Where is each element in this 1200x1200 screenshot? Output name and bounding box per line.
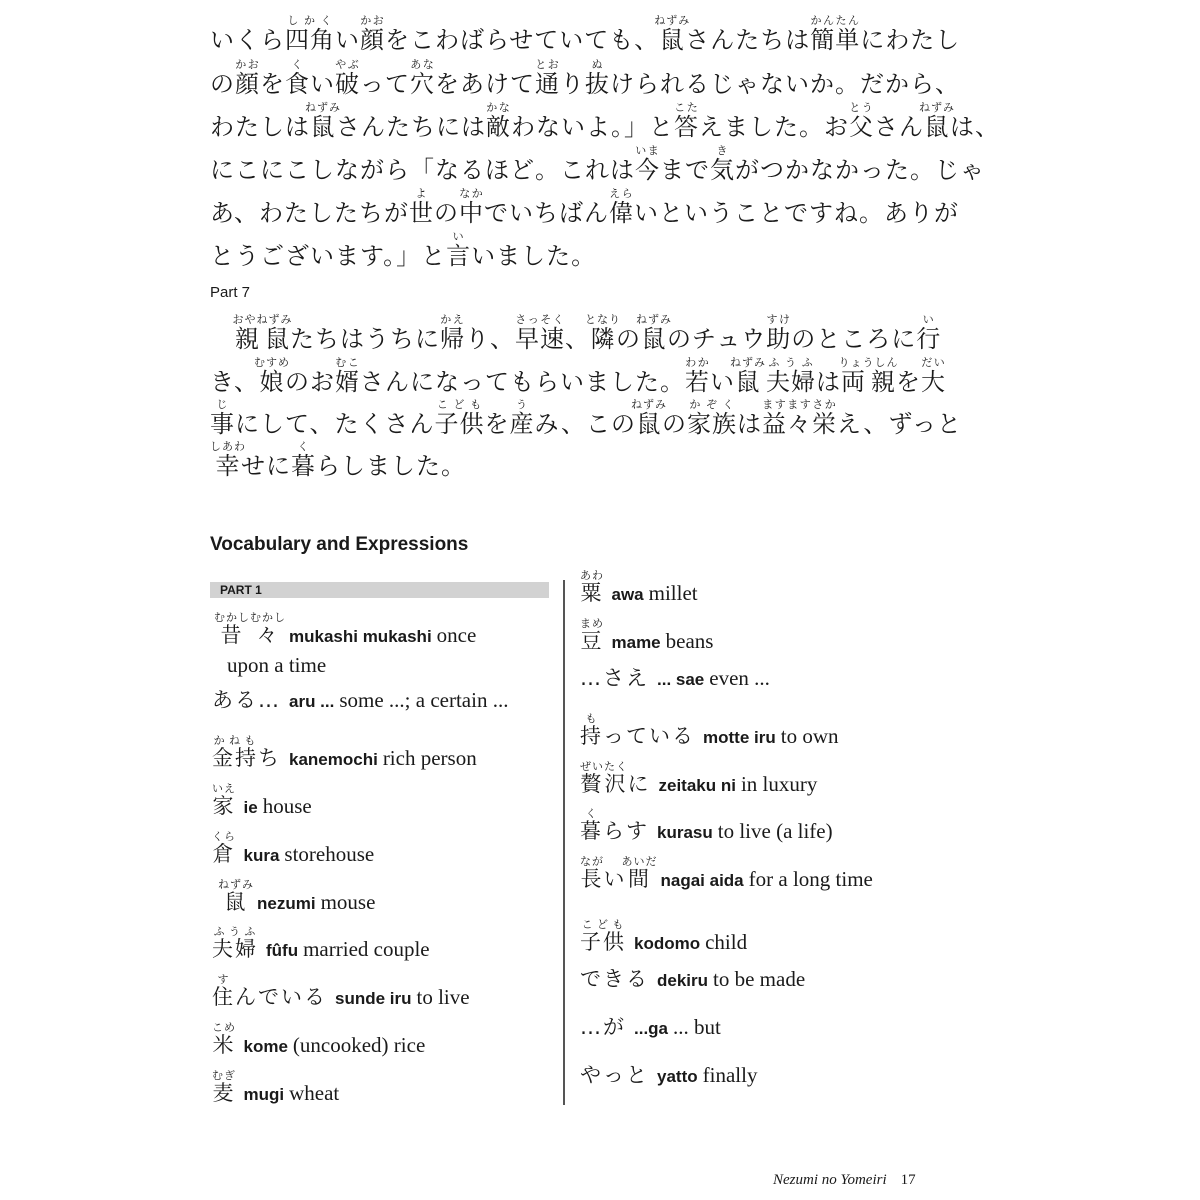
vocab-romaji: ... sae	[657, 670, 705, 689]
vocab-english: wheat	[289, 1081, 340, 1105]
vocab-entry	[580, 1062, 757, 1090]
furigana-word: 鼠ねずみ	[919, 101, 955, 141]
furigana-word: 益々ますます	[761, 398, 812, 438]
furigana-word: 敵かな	[486, 101, 511, 141]
furigana-word: 家族かぞく	[686, 398, 737, 438]
furigana-word: 今いま	[635, 144, 660, 184]
vocab-english: rich person	[382, 746, 477, 770]
part-label-bar: PART 1	[210, 582, 549, 598]
vocab-entry	[212, 734, 477, 773]
story-part7	[210, 313, 962, 483]
vocab-japanese: 長ながい間あいだ	[580, 855, 658, 891]
furigana-word: 子供こども	[580, 918, 626, 954]
running-title: Nezumi no Yomeiri	[773, 1172, 887, 1188]
vocab-english: beans	[665, 629, 714, 653]
vocab-entry	[212, 925, 430, 964]
vocab-japanese	[212, 1021, 236, 1057]
vocab-english: for a long time	[748, 867, 873, 891]
furigana-word: 事じ	[210, 398, 235, 438]
vocab-japanese	[580, 569, 604, 605]
vocab-japanese: ある…	[212, 688, 281, 712]
furigana-word: 偉えら	[609, 187, 635, 227]
furigana-word: 幸しあわ	[210, 440, 246, 480]
page-number: 17	[900, 1172, 916, 1188]
vocab-japanese: …が	[580, 1015, 626, 1039]
furigana-word: 鼠ねずみ	[218, 878, 254, 914]
furigana-word: 早速さっそく	[515, 313, 565, 353]
vocab-romaji: kanemochi	[289, 750, 378, 769]
vocab-japanese	[214, 611, 286, 647]
furigana-word: 帰かえ	[440, 313, 465, 353]
vocab-english-continuation: upon a time	[227, 653, 327, 677]
vocab-english: in luxury	[740, 772, 818, 796]
vocab-romaji: kome	[243, 1037, 288, 1056]
vocab-english: to be made	[713, 967, 806, 991]
furigana-word: 親鼠おやねずみ	[232, 313, 293, 353]
column-divider	[563, 580, 565, 1105]
furigana-word: 娘むすめ	[254, 356, 291, 396]
furigana-word: 通とお	[535, 58, 560, 98]
vocab-japanese	[212, 830, 236, 866]
furigana-word: 顔かお	[360, 14, 385, 54]
furigana-word: 隣となり	[585, 313, 621, 353]
furigana-word: 麦むぎ	[212, 1069, 236, 1105]
furigana-word: 昔々むかしむかし	[214, 611, 286, 647]
vocab-english: storehouse	[284, 842, 375, 866]
furigana-word: 簡単かんたん	[810, 14, 861, 54]
furigana-word: 間あいだ	[621, 855, 658, 891]
story-continuation	[210, 14, 1000, 270]
vocab-romaji: yatto	[657, 1067, 698, 1086]
vocab-english: some ...; a certain ...	[339, 688, 509, 712]
vocab-entry	[580, 966, 805, 994]
story-line: 親鼠おやねずみたちはうちに帰かえり、早速さっそく、隣となりの鼠ねずみのチュウ助すけのところに行い	[232, 313, 942, 353]
part7-label: Part 7	[210, 284, 251, 301]
vocab-japanese: やっと	[580, 1063, 649, 1087]
furigana-word: 鼠ねずみ	[630, 398, 667, 438]
vocab-english: married couple	[303, 937, 430, 961]
vocab-entry	[580, 1014, 721, 1042]
vocab-entry	[212, 1069, 339, 1108]
vocab-romaji: nagai aida	[660, 871, 744, 890]
furigana-word: 住す	[212, 973, 235, 1009]
furigana-word: 言い	[446, 230, 472, 270]
story-line: 幸しあわせに暮くらしました。	[210, 440, 466, 480]
vocab-english: millet	[648, 581, 698, 605]
vocab-english: even ...	[709, 666, 770, 690]
furigana-word: 行い	[916, 313, 942, 353]
story-line: 事じにして、たくさん子供こどもを産うみ、この鼠ねずみの家族かぞくは益々ますます栄さかえ、ずっと	[210, 398, 962, 438]
furigana-word: 長なが	[580, 855, 604, 891]
vocab-japanese: …さえ	[580, 666, 649, 690]
furigana-word: 若わか	[685, 356, 711, 396]
vocab-entry	[580, 855, 873, 894]
vocab-romaji: aru ...	[289, 692, 335, 711]
vocab-entry	[580, 760, 817, 799]
vocab-romaji: nezumi	[257, 894, 316, 913]
vocab-romaji: motte iru	[703, 728, 776, 747]
vocab-english: once	[436, 623, 477, 647]
furigana-word: 気き	[710, 144, 735, 184]
vocab-entry	[212, 973, 470, 1012]
vocab-english: to live	[416, 985, 470, 1009]
furigana-word: 父とう	[849, 101, 874, 141]
vocab-japanese	[212, 782, 236, 818]
furigana-word: 鼠ねずみ	[654, 14, 691, 54]
vocab-entry	[212, 687, 508, 715]
story-line: いくら四角しかくい顔かおをこわばらせていても、鼠ねずみさんたちは簡単かんたんにわたし	[210, 14, 961, 54]
vocab-japanese: 金持かねもち	[212, 734, 281, 770]
vocab-entry	[580, 807, 833, 846]
vocab-japanese: 住すんでいる	[212, 973, 327, 1009]
furigana-word: 夫婦ふうふ	[212, 925, 258, 961]
furigana-word: 鼠ねずみ	[305, 101, 341, 141]
furigana-word: 暮く	[291, 440, 316, 480]
furigana-word: 四角しかく	[285, 14, 335, 54]
vocab-japanese: 贅沢ぜいたくに	[580, 760, 651, 796]
furigana-word: 米こめ	[212, 1021, 236, 1057]
vocab-english: ... but	[673, 1015, 721, 1039]
vocab-english: to live (a life)	[717, 819, 833, 843]
vocab-japanese: できる	[580, 967, 649, 991]
vocab-english: house	[262, 794, 312, 818]
furigana-word: 大だい	[921, 356, 947, 396]
furigana-word: 倉くら	[212, 830, 236, 866]
vocab-romaji: mukashi mukashi	[289, 627, 432, 646]
vocab-entry	[580, 665, 770, 693]
furigana-word: 破やぶ	[335, 58, 360, 98]
vocab-romaji: ie	[243, 798, 258, 817]
furigana-word: 粟あわ	[580, 569, 604, 605]
furigana-word: 中なか	[459, 187, 485, 227]
furigana-word: 金持かねも	[212, 734, 258, 770]
furigana-word: 世よ	[409, 187, 435, 227]
vocab-japanese	[580, 617, 604, 653]
furigana-word: 子供こども	[434, 398, 485, 438]
vocab-english: mouse	[320, 890, 376, 914]
furigana-word: 鼠ねずみ	[636, 313, 672, 353]
furigana-word: 食く	[285, 58, 310, 98]
vocab-japanese	[580, 918, 626, 954]
furigana-word: 家いえ	[212, 782, 236, 818]
furigana-word: 答こた	[674, 101, 699, 141]
vocab-romaji: kurasu	[657, 823, 713, 842]
furigana-word: 顔かお	[235, 58, 260, 98]
furigana-word: 両親りょうしん	[838, 356, 899, 396]
furigana-word: 抜ぬ	[585, 58, 610, 98]
story-line: にこにこしながら「なるほど。これは今いままで気きがつかなかった。じゃ	[210, 144, 985, 184]
story-line: わたしは鼠ねずみさんたちには敵かなわないよ。」と答こたえました。お父とうさん鼠ねずみは、	[210, 101, 1000, 141]
furigana-word: 穴あな	[410, 58, 435, 98]
vocab-english: finally	[702, 1063, 758, 1087]
furigana-word: 栄さか	[811, 398, 837, 438]
furigana-word: 夫婦ふうふ	[766, 356, 817, 396]
vocab-romaji: fûfu	[266, 941, 299, 960]
vocab-entry	[212, 1021, 425, 1060]
vocab-romaji: mame	[611, 633, 661, 652]
furigana-word: 助すけ	[766, 313, 792, 353]
furigana-word: 婿むこ	[335, 356, 361, 396]
vocab-japanese: 暮くらす	[580, 807, 649, 843]
furigana-word: 豆まめ	[580, 617, 604, 653]
vocab-english: to own	[780, 724, 839, 748]
vocab-english: (uncooked) rice	[292, 1033, 426, 1057]
story-line: の顔かおを食くい破やぶって穴あなをあけて通とおり抜ぬけられるじゃないか。だから、	[210, 58, 960, 98]
furigana-word: 産う	[509, 398, 535, 438]
furigana-word: 鼠ねずみ	[730, 356, 767, 396]
furigana-word: 贅沢ぜいたく	[580, 760, 628, 796]
vocab-entry	[218, 878, 375, 917]
vocab-japanese	[212, 1069, 236, 1105]
vocab-romaji: kodomo	[634, 934, 701, 953]
vocab-romaji: awa	[611, 585, 644, 604]
page-footer	[773, 1172, 916, 1189]
vocab-japanese	[218, 878, 254, 914]
furigana-word: 持も	[580, 712, 603, 748]
vocab-english: child	[705, 930, 748, 954]
vocab-entry	[580, 712, 838, 751]
furigana-word: 暮く	[580, 807, 603, 843]
vocab-romaji: zeitaku ni	[658, 776, 736, 795]
story-line: あ、わたしたちが世よの中なかでいちばん偉えらいということですね。ありが	[210, 187, 960, 227]
story-line: とうございます。」と言いいました。	[210, 230, 597, 270]
story-line: き、娘むすめのお婿むこさんになってもらいました。若わかい鼠ねずみ夫婦ふうふは両親りょうしんを大だい	[210, 356, 947, 396]
vocab-japanese	[212, 925, 258, 961]
vocab-entry	[212, 782, 312, 821]
vocab-japanese: 持もっている	[580, 712, 695, 748]
vocab-romaji: ...ga	[634, 1019, 669, 1038]
vocab-entry	[214, 611, 476, 650]
vocab-romaji: dekiru	[657, 971, 709, 990]
vocabulary-heading: Vocabulary and Expressions	[210, 534, 469, 555]
vocab-romaji: sunde iru	[335, 989, 412, 1008]
vocab-entry	[580, 617, 713, 656]
vocab-entry	[212, 830, 374, 869]
vocab-entry	[580, 918, 747, 957]
vocab-romaji: kura	[243, 846, 280, 865]
vocab-entry	[580, 569, 698, 608]
vocab-romaji: mugi	[243, 1085, 285, 1104]
